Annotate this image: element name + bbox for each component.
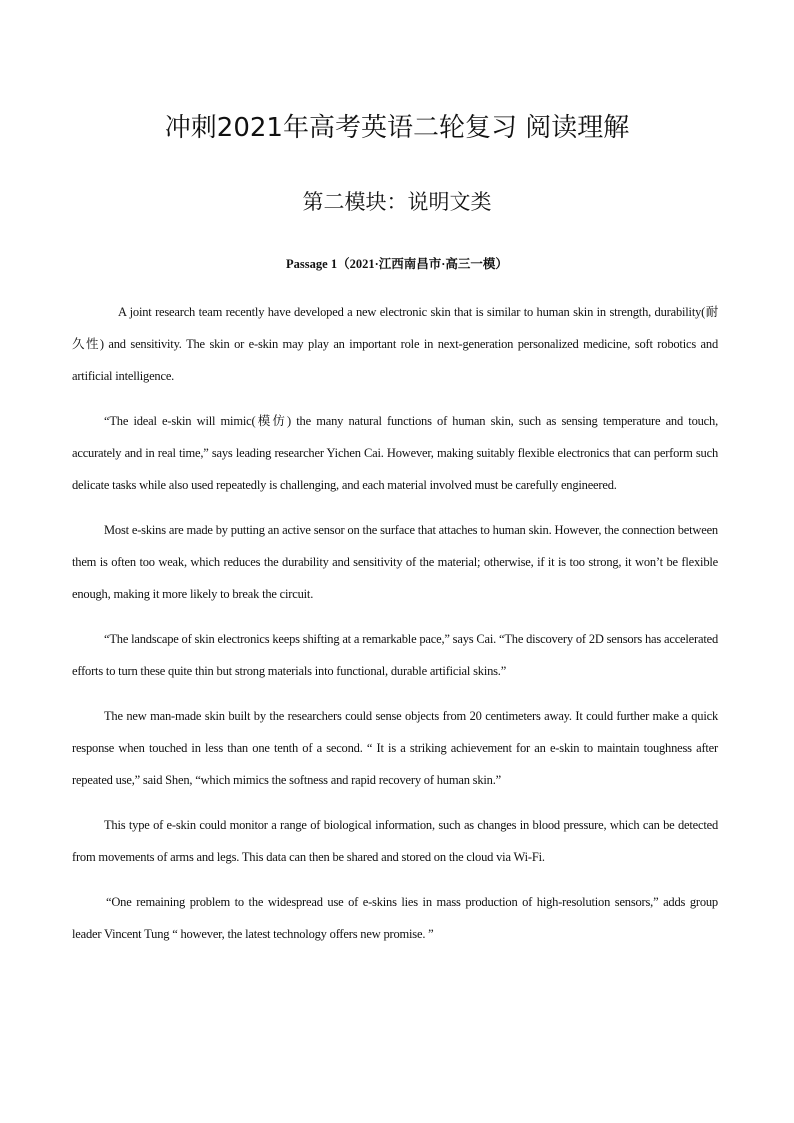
paragraph-2: “The ideal e-skin will mimic(模仿) the many natural functions of human skin, such as sensing temperature and touch, accurately and in real time,” says leading researcher Yichen Cai. However, making suitably flexible electronics that can perform such delicate tasks while also used repeatedly is challenging, and each material involved must be carefully engineered. (72, 414, 718, 492)
paragraph-6: This type of e-skin could monitor a range of biological information, such as changes in blood pressure, which can be detected from movements of arms and legs. This data can then be shared and stored on the cloud via Wi-Fi. (72, 818, 718, 864)
passage-body (72, 296, 718, 963)
paragraph-7: “One remaining problem to the widespread use of e-skins lies in mass production of high-resolution sensors,” adds group leader Vincent Tung “ however, the latest technology offers new promise. ” (72, 895, 718, 941)
paragraph-5: The new man-made skin built by the researchers could sense objects from 20 centimeters away. It could further make a quick response when touched in less than one tenth of a second. “ It is a striking achievement for an e-skin to maintain toughness after repeated use,” said Shen, “which mimics the softness and rapid recovery of human skin.” (72, 709, 718, 787)
section-subtitle: 第二模块：说明文类 (302, 190, 492, 214)
document-title: 冲刺2021年高考英语二轮复习 阅读理解 (164, 113, 630, 143)
passage-label: Passage 1（2021·江西南昌市·高三一模） (286, 257, 508, 271)
paragraph-4: “The landscape of skin electronics keeps shifting at a remarkable pace,” says Cai. “The discovery of 2D sensors has accelerated efforts to turn these quite thin but strong materials into functional, durable artificial skins.” (72, 632, 718, 678)
paragraph-3: Most e-skins are made by putting an active sensor on the surface that attaches to human skin. However, the connection between them is often too weak, which reduces the durability and sensitivity of the material; otherwise, if it is too strong, it won’t be flexible enough, making it more likely to break the circuit. (72, 523, 718, 601)
paragraph-1: A joint research team recently have developed a new electronic skin that is similar to human skin in strength, durability(耐久性) and sensitivity. The skin or e-skin may play an important role in next-generation personalized medicine, soft robotics and artificial intelligence. (72, 305, 718, 383)
